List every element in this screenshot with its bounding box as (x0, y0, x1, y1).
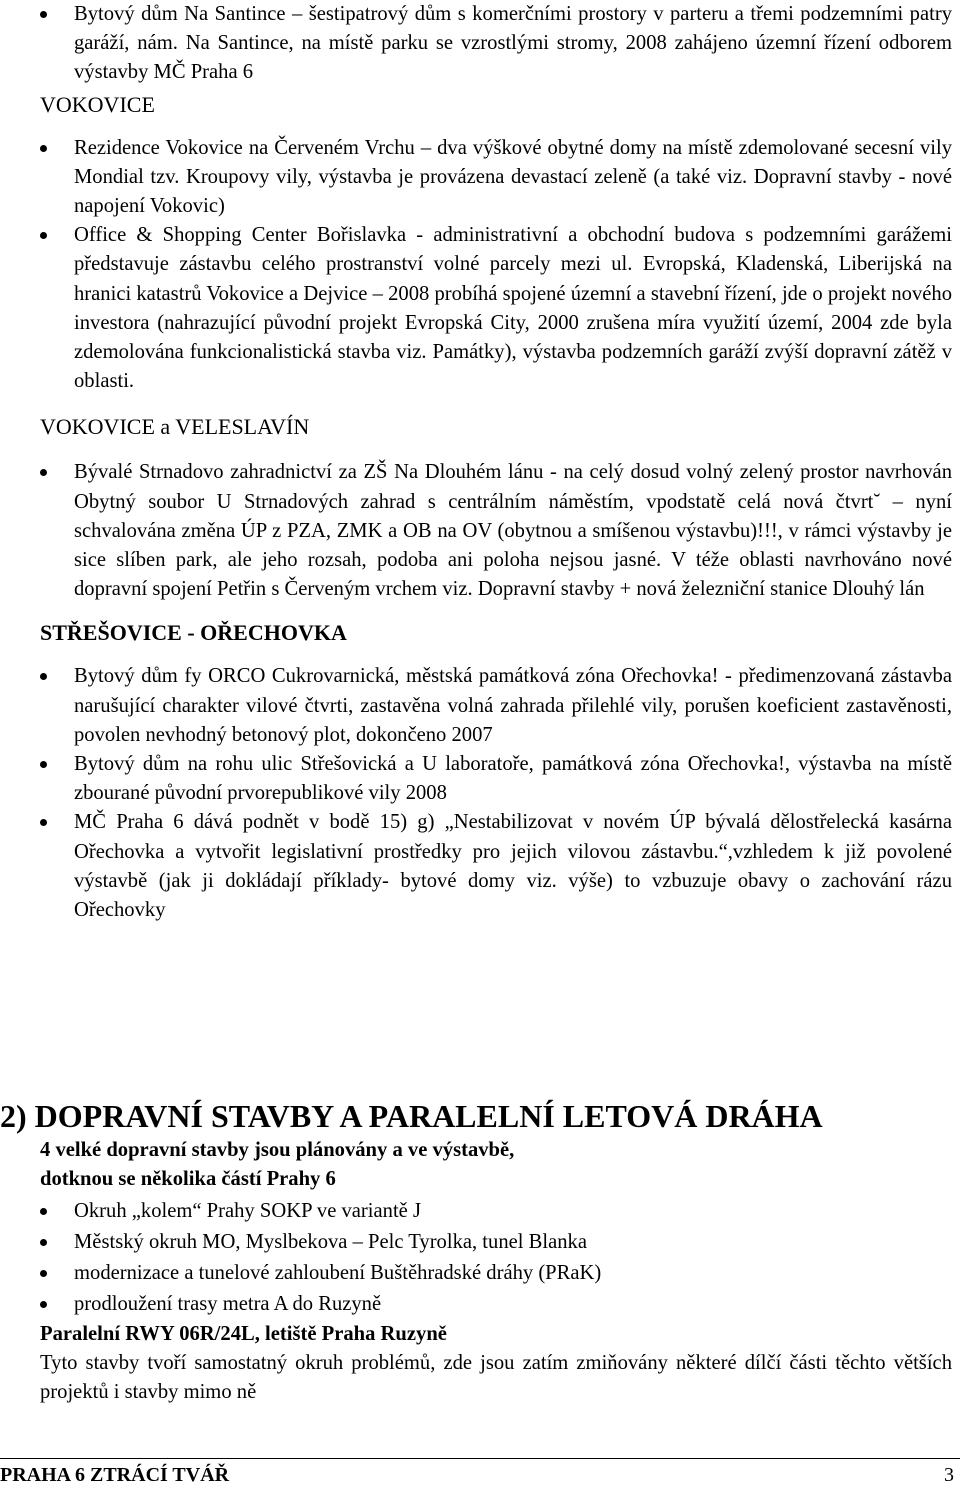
list-item: modernizace a tunelové zahloubení Buštěhradské dráhy (PRaK) (40, 1258, 952, 1289)
list-item: prodloužení trasy metra A do Ruzyně (40, 1289, 952, 1320)
list-item: Bytový dům Na Santince – šestipatrový dům s komerčními prostory v parteru a třemi podzemními patry garáží, nám. Na Santince, na místě parku se vzrostlými stromy, 2008 zahájeno územní řízení odborem výstavby MČ Praha 6 (40, 0, 952, 88)
bullet-icon (40, 673, 47, 680)
heading-section-2: 2) DOPRAVNÍ STAVBY A PARALELNÍ LETOVÁ DRÁHA (0, 1098, 823, 1134)
bullet-icon (40, 819, 47, 826)
list-transport-projects (40, 1196, 952, 1320)
bullet-icon (40, 1301, 47, 1308)
heading-stresovice: STŘEŠOVICE - OŘECHOVKA (40, 620, 347, 646)
section-2-intro-line-1: 4 velké dopravní stavby jsou plánovány a ve výstavbě, (40, 1139, 515, 1161)
bullet-icon (40, 145, 47, 152)
list-item: MČ Praha 6 dává podnět v bodě 15) g) „Nestabilizovat v novém ÚP bývalá dělostřelecká kasárna Ořechovka a vytvořit legislativní prostředky pro jejich vilovou zástavbu.“,vzhledem k již povolené výstavbě (jak ji dokládají příklady- bytové domy viz. výše) to vzbuzuje obavy o zachování rázu Ořechovky (40, 808, 952, 925)
list-vokovice (40, 134, 952, 397)
bullet-icon (40, 11, 47, 18)
bullet-icon (40, 232, 47, 239)
list-item: Bývalé Strnadovo zahradnictví za ZŠ Na Dlouhém lánu - na celý dosud volný zelený prostor navrhován Obytný soubor U Strnadových zahrad s centrálním náměstím, vpodstatě celá nová čtvrt˘ – nyní schvalována změna ÚP z PZA, ZMK a OB na OV (obytnou a smíšenou výstavbu)!!!, v rámci výstavby je sice slíben park, ale jeho rozsah, podoba ani poloha nejsou jasné. V téže oblasti navrhováno nové dopravní spojení Petřin s Červeným vrchem viz. Dopravní stavby + nová železniční stanice Dlouhý lán (40, 458, 952, 604)
bullet-icon (40, 469, 47, 476)
footer-divider (0, 1458, 960, 1459)
list-top (40, 0, 952, 88)
list-item: Městský okruh MO, Myslbekova – Pelc Tyrolka, tunel Blanka (40, 1227, 952, 1258)
bullet-icon (40, 1208, 47, 1215)
list-item: Okruh „kolem“ Prahy SOKP ve variantě J (40, 1196, 952, 1227)
list-item: Office & Shopping Center Bořislavka - administrativní a obchodní budova s podzemními garážemi představuje zástavbu celého prostranství volné parcely mezi ul. Evropská, Kladenská, Liberijská na hranici katastrů Vokovice a Dejvice – 2008 probíhá spojené územní a stavební řízení, jde o projekt nového investora (nahrazující původní projekt Evropská City, 2000 zrušena míra využití území, 2004 zde byla zdemolována funkcionalistická stavba viz. Památky), výstavba podzemních garáží zvýší dopravní zátěž v oblasti. (40, 221, 952, 396)
section-1-content (40, 0, 952, 925)
list-stresovice (40, 662, 952, 925)
heading-vokovice-veleslavin: VOKOVICE a VELESLAVÍN (40, 414, 310, 440)
list-item: Rezidence Vokovice na Červeném Vrchu – dva výškové obytné domy na místě zdemolované secesní vily Mondial tzv. Kroupovy vily, výstavba je provázena devastací zeleně (a také viz. Dopravní stavby - nové napojení Vokovic) (40, 134, 952, 222)
section-2-intro-line-2: dotknou se několika částí Prahy 6 (40, 1168, 336, 1190)
section-2-content (40, 1136, 952, 1407)
closing-paragraph: Tyto stavby tvoří samostatný okruh problémů, zde jsou zatím zmiňovány některé dílčí části těchto větších projektů i stavby mimo ně (40, 1352, 952, 1403)
bullet-icon (40, 761, 47, 768)
list-item: Bytový dům na rohu ulic Střešovická a U laboratoře, památková zóna Ořechovka!, výstavba na místě zbourané původní prvorepublikové vily 2008 (40, 750, 952, 808)
page-number: 3 (944, 1464, 954, 1486)
heading-vokovice: VOKOVICE (40, 91, 155, 117)
list-vokovice-veleslavin (40, 458, 952, 604)
runway-title: Paralelní RWY 06R/24L, letiště Praha Ruzyně (40, 1323, 447, 1345)
footer-title: PRAHA 6 ZTRÁCÍ TVÁŘ (0, 1464, 230, 1486)
list-item: Bytový dům fy ORCO Cukrovarnická, městská památková zóna Ořechovka! - předimenzovaná zástavba narušující charakter vilové čtvrti, zastavěna volná zahrada přilehlé vily, porušen koeficient zastavěnosti, povolen nevhodný betonový plot, dokončeno 2007 (40, 662, 952, 750)
bullet-icon (40, 1270, 47, 1277)
bullet-icon (40, 1239, 47, 1246)
